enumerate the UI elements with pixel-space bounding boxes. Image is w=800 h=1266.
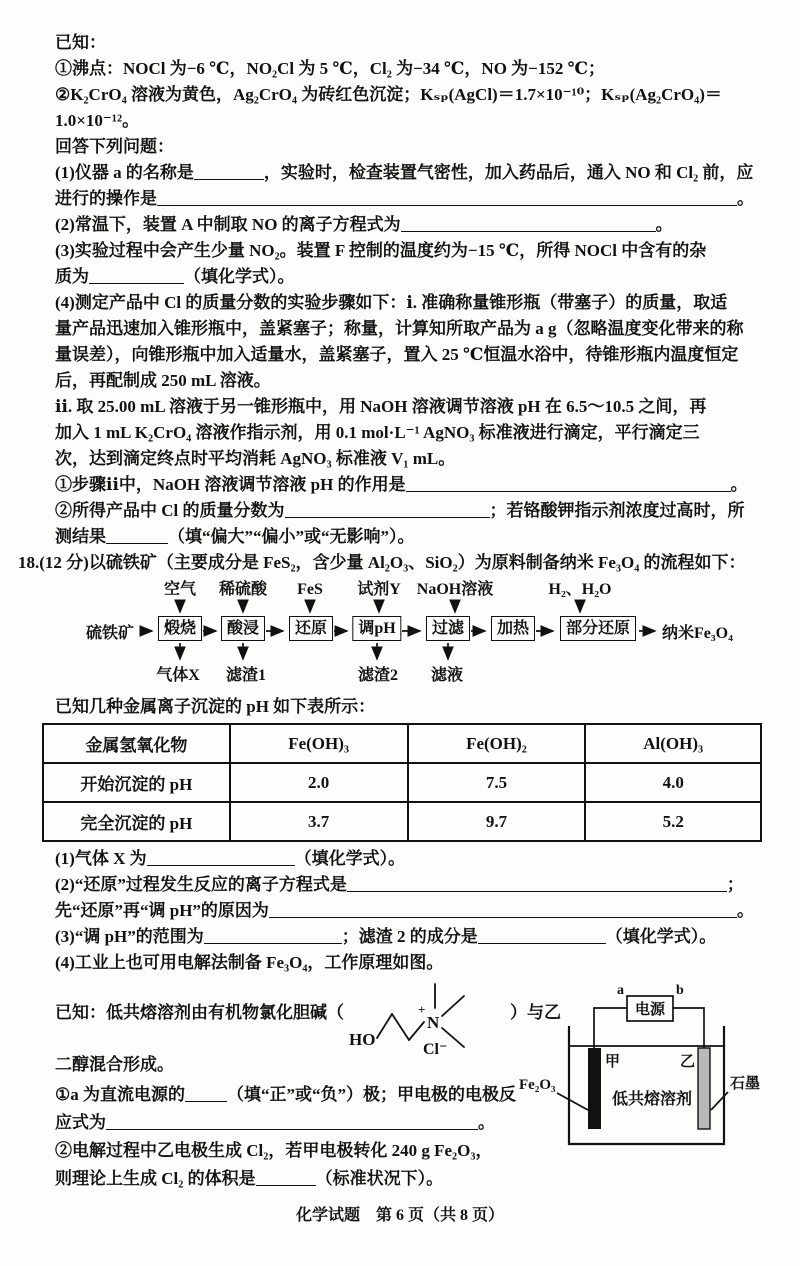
q18-e2-line1: ②电解过程中乙电极生成 Cl₂，若甲电极转化 240 g Fe₂O₃，	[55, 1141, 493, 1160]
table-header-cell: 金属氢氧化物	[43, 724, 230, 763]
table-cell: 9.7	[408, 802, 586, 841]
flow-bottom-gas-x: 气体X	[156, 667, 200, 684]
table-cell: 开始沉淀的 pH	[43, 763, 230, 802]
flow-top-naoh: NaOH溶液	[416, 581, 494, 598]
flow-top-dilute-h2so4: 稀硫酸	[218, 581, 268, 598]
flow-bottom-residue-1: 滤渣1	[225, 667, 267, 684]
q17-sub2-line	[55, 212, 770, 238]
flow-top-h2-h2o: H₂、H₂O	[548, 581, 612, 598]
flow-bottom-filtrate: 滤液	[430, 667, 464, 684]
power-supply-label: 电源	[634, 1002, 666, 1018]
q18-stem	[18, 550, 770, 576]
answer-blank	[157, 190, 737, 206]
text-run: 先“还原”再“调 pH”的原因为	[55, 901, 269, 920]
process-box-adjust-ph: 调pH	[352, 616, 401, 641]
flow-bottom-residue-2: 滤渣2	[357, 667, 399, 684]
process-box-reduce: 还原	[289, 616, 333, 641]
text-run: （填化学式）。	[605, 927, 717, 946]
answer-blank	[269, 902, 737, 918]
q17-sub1-line2	[55, 186, 770, 212]
q18-sub3-line	[55, 924, 770, 950]
known2-line2: 二醇混合形成。	[55, 1055, 174, 1074]
precipitation-ph-table	[42, 723, 762, 842]
table-cell: 2.0	[230, 763, 408, 802]
known2-line1-tail: ）与乙	[510, 1003, 561, 1022]
table-header-cell: Fe(OH)₂	[408, 724, 586, 763]
flow-input-label: 硫铁矿	[86, 625, 135, 642]
q17-sub4-line4: 后，再配制成 250 mL 溶液。	[55, 371, 271, 390]
terminal-a-label: a	[617, 983, 624, 998]
fe2o3-label: Fe₂O₃	[519, 1077, 556, 1093]
text-run: ②所得产品中 Cl 的质量分数为	[55, 501, 285, 520]
table-intro: 已知几种金属离子沉淀的 pH 如下表所示：	[55, 697, 376, 716]
text-run: 。	[478, 1113, 495, 1132]
text-run: 测结果	[55, 527, 106, 546]
answer-blank	[406, 476, 731, 492]
process-box-partial-reduce: 部分还原	[560, 616, 636, 641]
table-header-cell: Al(OH)₃	[585, 724, 761, 763]
graphite-electrode	[698, 1048, 710, 1129]
text-run: （填“正”或“负”）极；甲电极的电极反	[227, 1085, 516, 1104]
table-cell: 5.2	[585, 802, 761, 841]
text-run: (12 分)以硫铁矿（主要成分是 FeS₂，含少量 Al₂O₃、SiO₂）为原料制备纳米 Fe₃O₄ 的流程如下：	[39, 553, 746, 572]
process-box-roast: 煅烧	[158, 616, 202, 641]
table-cell: 4.0	[585, 763, 761, 802]
text-run: （填化学式）。	[184, 267, 295, 286]
q17-step2-line2: 加入 1 mL K₂CrO₄ 溶液作指示剂，用 0.1 mol·L⁻¹ AgNO₃ 标准液进行滴定，平行滴定三	[55, 423, 700, 442]
text-run: (2)常温下，装置 A 中制取 NO 的离子方程式为	[55, 215, 401, 234]
question-18-section	[18, 550, 770, 1198]
known2-line1: 已知：低共熔溶剂由有机物氯化胆碱（	[55, 1003, 344, 1022]
table-header-cell: Fe(OH)₃	[230, 724, 408, 763]
table-row	[43, 802, 761, 841]
text-run: ；若铬酸钾指示剂浓度过高时，所	[489, 501, 745, 520]
page-footer: 化学试题 第 6 页（共 8 页）	[295, 1207, 504, 1224]
process-box-filter: 过滤	[426, 616, 470, 641]
nitrogen-label: N	[427, 1013, 440, 1032]
text-run: 则理论上生成 Cl₂ 的体积是	[55, 1169, 256, 1188]
q17-circ1-line	[55, 472, 770, 498]
answer-blank	[256, 1170, 316, 1186]
answer-blank	[194, 164, 264, 180]
answer-blank	[106, 1114, 478, 1130]
plus-charge-label: +	[418, 1002, 426, 1017]
text-run: (1)气体 X 为	[55, 849, 147, 868]
table-header-row	[43, 724, 761, 763]
q18-e2-line2	[55, 1166, 443, 1192]
electrolysis-section	[55, 980, 770, 1198]
known-label: 已知：	[55, 33, 106, 52]
choline-structure	[347, 980, 499, 1078]
q18-e1-line1	[55, 1082, 516, 1108]
answer-blank	[347, 876, 727, 892]
flow-top-reagent-y: 试剂Y	[357, 581, 401, 598]
graphite-label: 石墨	[730, 1076, 761, 1092]
q17-sub1-line1	[55, 160, 770, 186]
table-cell: 3.7	[230, 802, 408, 841]
answer-blank	[401, 216, 656, 232]
process-box-acid-leach: 酸浸	[221, 616, 265, 641]
text-run: 。	[736, 901, 754, 920]
answer-blank	[89, 268, 184, 284]
answer-blank	[147, 850, 295, 866]
text-run: ①步骤ⅱ中，NaOH 溶液调节溶液 pH 的作用是	[55, 475, 406, 494]
ksp-line-2: 1.0×10⁻¹²。	[55, 111, 140, 130]
text-run: (2)“还原”过程发生反应的离子方程式是	[55, 875, 347, 894]
q18-sub2-line1	[55, 872, 770, 898]
q17-sub4-line3: 量误差），向锥形瓶中加入适量水，盖紧塞子，置入 25 ℃恒温水浴中，待锥形瓶内温度恒定	[55, 345, 739, 364]
answer-blank	[204, 928, 342, 944]
electrode-jia-label: 甲	[605, 1054, 621, 1070]
ksp-line-1: ②K₂CrO₄ 溶液为黄色，Ag₂CrO₄ 为砖红色沉淀；Kₛₚ(AgCl)＝1.7×10⁻¹⁰；Kₛₚ(Ag₂CrO₄)＝	[55, 85, 722, 104]
text-run: 质为	[55, 267, 89, 286]
text-run: （标准状况下）。	[315, 1169, 444, 1188]
solvent-label: 低共熔溶剂	[611, 1091, 693, 1108]
q17-circ2-line2	[55, 524, 770, 550]
text-run: (3)“调 pH”的范围为	[55, 927, 204, 946]
q18-e1-line2	[55, 1110, 495, 1136]
q17-sub3-line2	[55, 264, 770, 290]
answer-blank	[185, 1086, 227, 1102]
process-box-heat: 加热	[491, 616, 535, 641]
text-run: 。	[737, 189, 754, 208]
table-cell: 7.5	[408, 763, 586, 802]
electrolysis-diagram	[517, 982, 799, 1152]
question-number: 18.	[18, 553, 40, 572]
answer-prompt: 回答下列问题：	[55, 137, 174, 156]
q18-sub4-line: (4)工业上也可用电解法制备 Fe₃O₄，工作原理如图。	[55, 953, 444, 972]
table-row	[43, 763, 761, 802]
text-run: ，实验时，检查装置气密性，加入药品后，通入 NO 和 Cl₂ 前，应	[263, 163, 754, 182]
answer-blank	[478, 928, 606, 944]
q17-sub3-line1: (3)实验过程中会产生少量 NO₂。装置 F 控制的温度约为−15 ℃，所得 NOCl 中含有的杂	[55, 241, 707, 260]
answer-blank	[106, 528, 168, 544]
answer-blank	[285, 502, 490, 518]
flow-output-label: 纳米Fe₃O₄	[662, 625, 733, 642]
flowchart	[40, 582, 800, 692]
chloride-label: Cl⁻	[423, 1041, 448, 1058]
question-17-section	[55, 30, 770, 550]
boiling-points-line: ①沸点：NOCl 为−6 ℃，NO₂Cl 为 5 ℃，Cl₂ 为−34 ℃，NO 为−152 ℃；	[55, 59, 605, 78]
iron-oxide-electrode	[588, 1048, 601, 1129]
text-run: 进行的操作是	[55, 189, 157, 208]
q18-sub2-line2	[55, 898, 770, 924]
text-run: (1)仪器 a 的名称是	[55, 163, 194, 182]
flow-top-air: 空气	[163, 581, 197, 598]
q17-sub4-line1: (4)测定产品中 Cl 的质量分数的实验步骤如下：ⅰ. 准确称量锥形瓶（带塞子）的质量，取适	[55, 293, 728, 312]
text-run: （填“偏大”“偏小”或“无影响”）。	[168, 527, 415, 546]
text-run: ①a 为直流电源的	[55, 1085, 185, 1104]
ho-label: HO	[349, 1030, 376, 1049]
q18-sub1-line	[55, 846, 770, 872]
terminal-b-label: b	[676, 983, 684, 998]
text-run: 。	[730, 475, 748, 494]
text-run: ；	[726, 875, 744, 894]
table-cell: 完全沉淀的 pH	[43, 802, 230, 841]
text-run: ；滤渣 2 的成分是	[341, 927, 478, 946]
text-run: （填化学式）。	[294, 849, 406, 868]
electrode-yi-label: 乙	[679, 1054, 695, 1070]
q17-step2-line3: 次，达到滴定终点时平均消耗 AgNO₃ 标准液 V₁ mL。	[55, 449, 456, 468]
text-run: 应式为	[55, 1113, 106, 1132]
q17-step2-line1: ⅱ. 取 25.00 mL 溶液于另一锥形瓶中，用 NaOH 溶液调节溶液 pH 在 6.5～10.5 之间，再	[55, 397, 707, 416]
flow-top-fes: FeS	[297, 581, 323, 598]
text-run: 。	[655, 215, 673, 234]
q17-sub4-line2: 量产品迅速加入锥形瓶中，盖紧塞子；称量，计算知所取产品为 a g（忽略温度变化带来的称	[55, 319, 744, 338]
q17-circ2-line1	[55, 498, 770, 524]
